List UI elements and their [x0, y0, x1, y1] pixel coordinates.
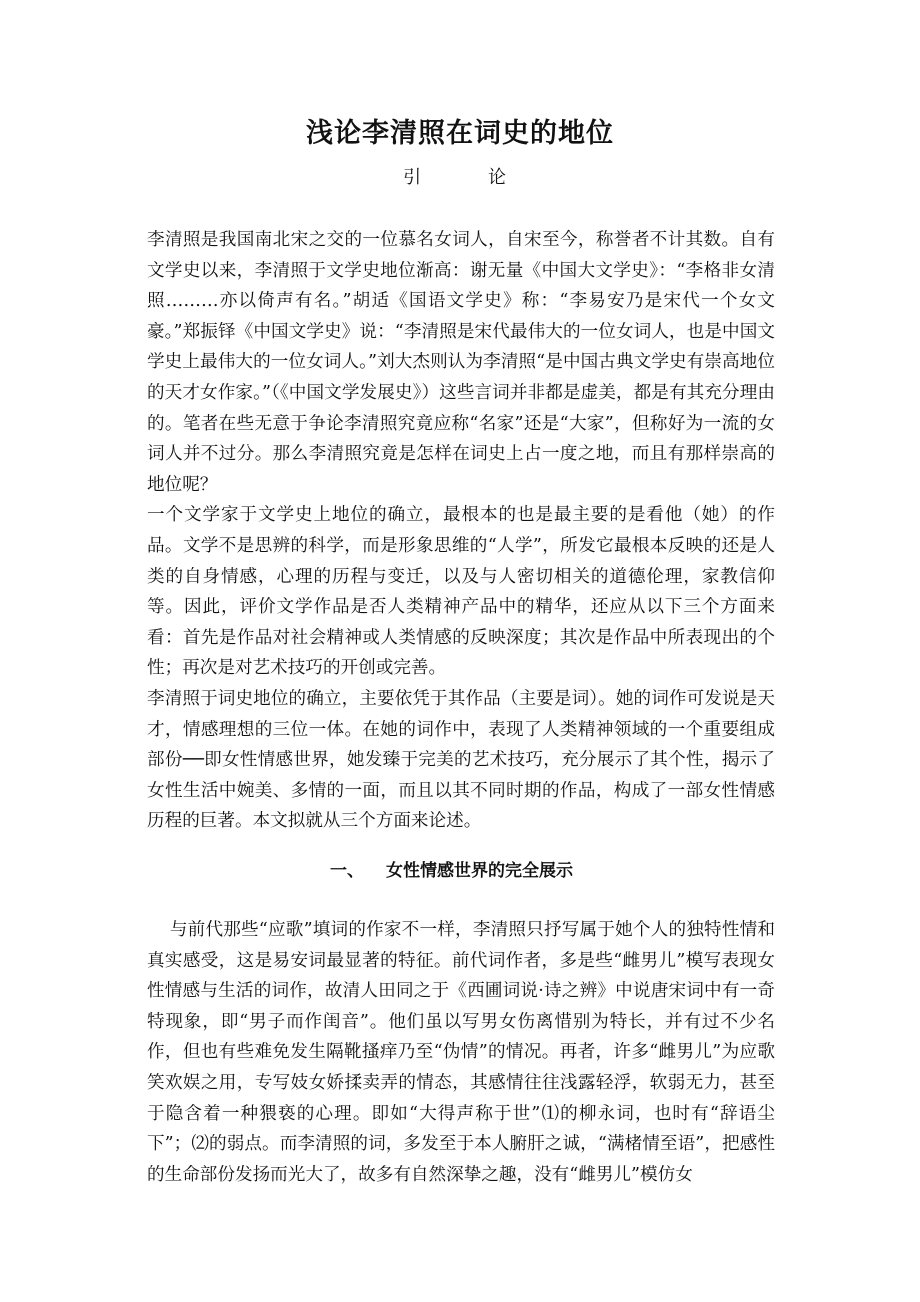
paragraph: 李清照是我国南北宋之交的一位慕名女词人，自宋至今，称誉者不计其数。自有文学史以来，李清照于文学史地位渐高：谢无量《中国大文学史》：“李格非女清照………亦以倚声有名。”胡适《国语文学史》称：“李易安乃是宋代一个女文豪。”郑振铎《中国文学史》说：“李清照是宋代最伟大的一位女词人，也是中国文学史上最伟大的一位女词人。”刘大杰则认为李清照“是中国古典文学史有崇高地位的天才女作家。”（《中国文学发展史》）这些言词并非都是虚美，都是有其充分理由的。笔者在些无意于争论李清照究竟应称“名家”还是“大家”，但称好为一流的女词人并不过分。那么李清照究竟是怎样在词史上占一度之地，而且有那样崇高的地位呢？: [147, 230, 775, 495]
section-heading: [330, 856, 573, 886]
paragraph: 与前代那些“应歌”填词的作家不一样，李清照只抒写属于她个人的独特性情和真实感受，这是易安词最显著的特征。前代词作者，多是些“雌男儿”模写表现女性情感与生活的词作，故清人田同之于《西圃词说·诗之辨》中说唐宋词中有一奇特现象，即“男子而作闺音”。他们虽以写男女伤离惜别为特长，并有过不少名作，但也有些难免发生隔靴搔痒乃至“伪情”的情况。再者，许多“雌男儿”为应歌笑欢娱之用，专写妓女娇揉卖弄的情态，其感情往往浅露轻浮，软弱无力，甚至于隐含着一种猥亵的心理。即如“大得声称于世”⑴的柳永词，也时有“辞语尘下”；⑵的弱点。而李清照的词，多发至于本人腑肝之诚，“满楮情至语”，把感性的生命部份发扬而光大了，故多有自然深挚之趣，没有“雌男儿”模仿女: [147, 920, 775, 1185]
paragraph: 李清照于词史地位的确立，主要依凭于其作品（主要是词）。她的词作可发说是天才，情感理想的三位一体。在她的词作中，表现了人类精神领域的一个重要组成部份──即女性情感世界，她发臻于完美的艺术技巧，充分展示了其个性，揭示了女性生活中婉美、多情的一面，而且以其不同时期的作品，构成了一部女性情感历程的巨著。本文拟就从三个方面来论述。: [147, 688, 775, 832]
document-title: 浅论李清照在词史的地位: [306, 118, 614, 149]
section-1-body: [147, 915, 775, 1190]
paragraph: 一个文学家于文学史上地位的确立，最根本的也是最主要的是看他（她）的作品。文学不是思辨的科学，而是形象思维的“人学”，所发它最根本反映的还是人类的自身情感，心理的历程与变迁，以及与人密切相关的道德伦理，家教信仰等。因此，评价文学作品是否人类精神产品中的精华，还应从以下三个方面来看：首先是作品对社会精神或人类情感的反映深度；其次是作品中所表现出的个性；再次是对艺术技巧的开创或完善。: [147, 505, 775, 679]
section-heading-text: 女性情感世界的完全展示: [386, 861, 573, 881]
section-number: 一、: [330, 861, 364, 881]
introduction-section: [147, 225, 775, 837]
document-subtitle: 引 论: [403, 167, 517, 188]
